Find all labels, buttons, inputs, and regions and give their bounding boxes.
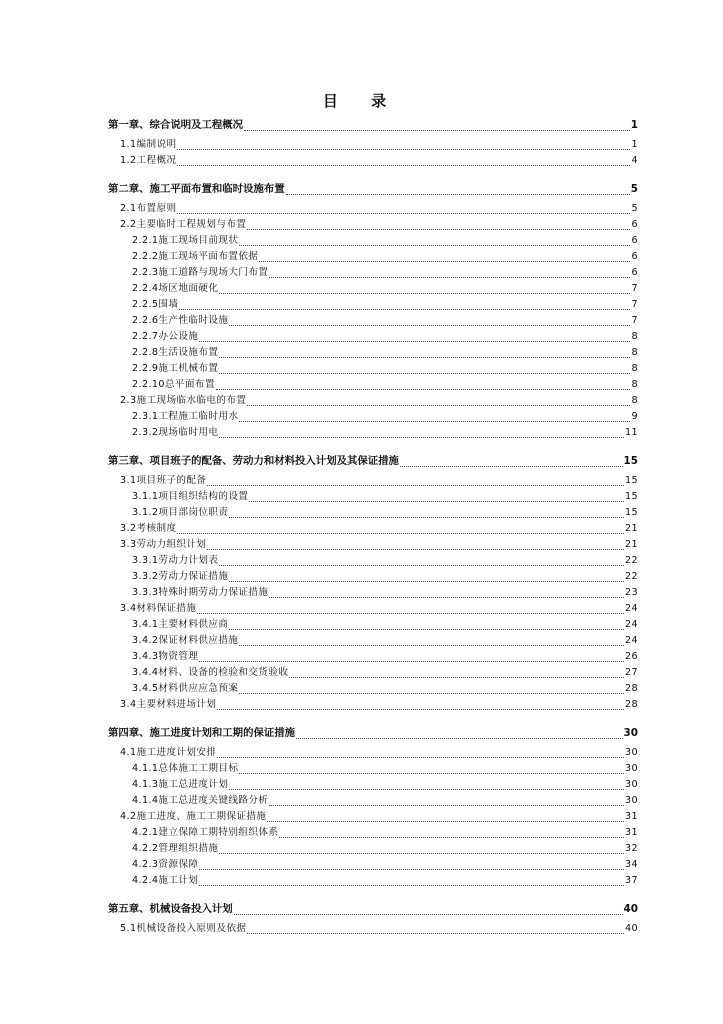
- toc-page-number: 31: [624, 827, 638, 838]
- toc-page-number: 24: [624, 619, 638, 630]
- toc-page-number: 8: [631, 331, 638, 342]
- dot-leader: [219, 293, 630, 294]
- toc-entry-label: 第三章、项目班子的配备、劳动力和材料投入计划及其保证措施: [108, 455, 399, 467]
- dot-leader: [247, 405, 630, 406]
- toc-entry[interactable]: [108, 521, 638, 537]
- toc-page-number: 15: [624, 507, 638, 518]
- dot-leader: [177, 213, 630, 214]
- toc-entry-label: 3.4.3物资管理: [132, 651, 199, 662]
- toc-page-number: 7: [631, 299, 638, 310]
- toc-page-number: 7: [631, 283, 638, 294]
- dot-leader: [217, 757, 624, 758]
- toc-entry-label: 第五章、机械设备投入计划: [108, 903, 233, 915]
- toc-entry[interactable]: [108, 825, 638, 841]
- toc-page-number: 8: [631, 395, 638, 406]
- toc-entry-label: 2.3施工现场临水临电的布置: [120, 395, 247, 406]
- toc-page-number: 30: [624, 795, 638, 806]
- dot-leader: [229, 789, 624, 790]
- dot-leader: [199, 869, 624, 870]
- toc-page-number: 15: [623, 455, 638, 467]
- toc-page-number: 8: [631, 363, 638, 374]
- toc-entry-label: 4.1.1总体施工工期目标: [132, 763, 239, 774]
- toc-entry-label: 4.2.4施工计划: [132, 875, 199, 886]
- toc-entry-label: 2.3.1工程施工临时用水: [132, 411, 239, 422]
- toc-page-number: 31: [624, 811, 638, 822]
- dot-leader: [247, 229, 630, 230]
- toc-entry[interactable]: [108, 633, 638, 649]
- dot-leader: [179, 309, 630, 310]
- toc-entry-label: 2.2.7办公设施: [132, 331, 199, 342]
- toc-entry[interactable]: [108, 345, 638, 361]
- toc-page-number: 22: [624, 571, 638, 582]
- toc-chapter-entry[interactable]: [108, 900, 638, 918]
- toc-entry-label: 5.1机械设备投入原则及依据: [120, 923, 247, 934]
- toc-entry-label: 3.4.4材料、设备的检验和交货验收: [132, 667, 289, 678]
- toc-page-number: 8: [631, 379, 638, 390]
- toc-page-number: 40: [623, 903, 638, 915]
- dot-leader: [259, 261, 630, 262]
- toc-entry-label: 4.1施工进度计划安排: [120, 747, 217, 758]
- toc-entry-label: 2.3.2现场临时用电: [132, 427, 219, 438]
- toc-page-number: 21: [624, 539, 638, 550]
- toc-page-number: 15: [624, 475, 638, 486]
- toc-page-number: 32: [624, 843, 638, 854]
- toc-entry-label: 2.2.8生活设施布置: [132, 347, 219, 358]
- toc-entry-label: 3.3.3特殊时期劳动力保证措施: [132, 587, 269, 598]
- toc-entry-label: 4.2.1建立保障工期特别组织体系: [132, 827, 279, 838]
- toc-page-number: 21: [624, 523, 638, 534]
- dot-leader: [234, 914, 623, 915]
- toc-entry-label: 3.3.2劳动力保证措施: [132, 571, 229, 582]
- toc-entry-label: 3.4.5材料供应应急预案: [132, 683, 239, 694]
- dot-leader: [244, 130, 630, 131]
- dot-leader: [247, 933, 624, 934]
- toc-page-number: 28: [624, 699, 638, 710]
- toc-entry[interactable]: [108, 809, 638, 825]
- toc-entry-label: 4.1.4施工总进度关键线路分析: [132, 795, 269, 806]
- toc-page-number: 6: [631, 219, 638, 230]
- dot-leader: [249, 501, 624, 502]
- dot-leader: [289, 677, 624, 678]
- toc-entry-label: 3.2考核制度: [120, 523, 177, 534]
- toc-entry[interactable]: [108, 777, 638, 793]
- toc-entry-label: 1.1编制说明: [120, 139, 177, 150]
- toc-entry-label: 2.1布置原则: [120, 203, 177, 214]
- dot-leader: [279, 837, 624, 838]
- toc-page-number: 24: [624, 635, 638, 646]
- dot-leader: [269, 597, 624, 598]
- toc-page-number: 6: [631, 235, 638, 246]
- toc-entry-label: 4.2.3资源保障: [132, 859, 199, 870]
- toc-entry[interactable]: [108, 921, 638, 937]
- toc-page-number: 11: [624, 427, 638, 438]
- toc-entry-label: 3.1.2项目部岗位职责: [132, 507, 229, 518]
- toc-entry[interactable]: [108, 377, 638, 393]
- toc-entry[interactable]: [108, 313, 638, 329]
- toc-entry[interactable]: [108, 297, 638, 313]
- toc-entry[interactable]: [108, 585, 638, 601]
- toc-entry-label: 1.2工程概况: [120, 155, 177, 166]
- toc-page-number: 6: [631, 267, 638, 278]
- toc-entry-label: 第二章、施工平面布置和临时设施布置: [108, 183, 285, 195]
- dot-leader: [177, 533, 624, 534]
- toc-page-number: 9: [631, 411, 638, 422]
- toc-entry[interactable]: [108, 361, 638, 377]
- toc-entry[interactable]: [108, 665, 638, 681]
- toc-entry[interactable]: [108, 329, 638, 345]
- toc-entry[interactable]: [108, 873, 638, 889]
- toc-page-number: 40: [624, 923, 638, 934]
- dot-leader: [216, 389, 631, 390]
- dot-leader: [199, 885, 624, 886]
- toc-entry[interactable]: [108, 425, 638, 441]
- dot-leader: [267, 821, 624, 822]
- toc-entry-label: 2.2.6生产性临时设施: [132, 315, 229, 326]
- toc-page-number: 26: [624, 651, 638, 662]
- toc-entry-label: 3.4.1主要材料供应商: [132, 619, 229, 630]
- toc-page-number: 23: [624, 587, 638, 598]
- toc-entry-label: 3.4材料保证措施: [120, 603, 197, 614]
- toc-page-number: 30: [623, 727, 638, 739]
- dot-leader: [229, 325, 630, 326]
- toc-entry-label: 4.2.2管理组织措施: [132, 843, 219, 854]
- dot-leader: [239, 773, 624, 774]
- dot-leader: [219, 565, 624, 566]
- dot-leader: [239, 245, 630, 246]
- toc-entry[interactable]: [108, 761, 638, 777]
- dot-leader: [197, 613, 624, 614]
- dot-leader: [207, 549, 624, 550]
- toc-entry[interactable]: [108, 489, 638, 505]
- toc-page-number: 1: [630, 119, 638, 131]
- toc-entry[interactable]: [108, 409, 638, 425]
- dot-leader: [199, 341, 630, 342]
- toc-entry[interactable]: [108, 217, 638, 233]
- toc-entry-label: 第一章、综合说明及工程概况: [108, 119, 244, 131]
- toc-entry[interactable]: [108, 649, 638, 665]
- toc-entry[interactable]: [108, 473, 638, 489]
- dot-leader: [219, 357, 630, 358]
- toc-title: 目 录: [322, 92, 401, 110]
- dot-leader: [269, 805, 624, 806]
- dot-leader: [239, 421, 630, 422]
- toc-page-number: 30: [624, 763, 638, 774]
- toc-page-number: 8: [631, 347, 638, 358]
- toc-entry-label: 3.4.2保证材料供应措施: [132, 635, 239, 646]
- dot-leader: [286, 194, 630, 195]
- toc-entry-label: 2.2.1施工现场目前现状: [132, 235, 239, 246]
- toc-entry[interactable]: [108, 681, 638, 697]
- dot-leader: [217, 709, 624, 710]
- toc-page-number: 1: [631, 139, 638, 150]
- toc-entry[interactable]: [108, 617, 638, 633]
- toc-page-number: 27: [624, 667, 638, 678]
- toc-entry[interactable]: [108, 249, 638, 265]
- toc-entry[interactable]: [108, 537, 638, 553]
- toc-entry[interactable]: [108, 857, 638, 873]
- dot-leader: [177, 165, 630, 166]
- toc-entry[interactable]: [108, 841, 638, 857]
- toc-chapter-entry[interactable]: [108, 180, 638, 198]
- toc-page-number: 7: [631, 315, 638, 326]
- toc-page-number: 34: [624, 859, 638, 870]
- toc-page-number: 30: [624, 779, 638, 790]
- toc-entry[interactable]: [108, 553, 638, 569]
- toc-page-number: 28: [624, 683, 638, 694]
- dot-leader: [207, 485, 624, 486]
- toc-entry[interactable]: [108, 281, 638, 297]
- toc-chapter-entry[interactable]: [108, 452, 638, 470]
- toc-entry-label: 2.2主要临时工程规划与布置: [120, 219, 247, 230]
- toc-chapter-entry[interactable]: [108, 724, 638, 742]
- dot-leader: [269, 277, 630, 278]
- toc-page-number: 24: [624, 603, 638, 614]
- dot-leader: [219, 437, 624, 438]
- toc-entry-label: 2.2.10总平面布置: [132, 379, 215, 390]
- toc-entry[interactable]: [108, 505, 638, 521]
- toc-entry[interactable]: [108, 793, 638, 809]
- toc-entry-label: 2.2.3施工道路与现场大门布置: [132, 267, 269, 278]
- toc-entry[interactable]: [108, 201, 638, 217]
- toc-entry[interactable]: [108, 137, 638, 153]
- dot-leader: [219, 373, 630, 374]
- table-of-contents: [108, 116, 638, 937]
- toc-page-number: 5: [630, 183, 638, 195]
- toc-page-number: 30: [624, 747, 638, 758]
- toc-page-number: 4: [631, 155, 638, 166]
- toc-entry-label: 3.3劳动力组织计划: [120, 539, 207, 550]
- dot-leader: [229, 517, 624, 518]
- toc-page-number: 37: [624, 875, 638, 886]
- toc-entry[interactable]: [108, 233, 638, 249]
- dot-leader: [239, 693, 624, 694]
- toc-entry-label: 3.1项目班子的配备: [120, 475, 207, 486]
- toc-entry[interactable]: [108, 265, 638, 281]
- dot-leader: [239, 645, 624, 646]
- toc-entry[interactable]: [108, 153, 638, 169]
- toc-entry[interactable]: [108, 697, 638, 713]
- toc-entry-label: 2.2.2施工现场平面布置依据: [132, 251, 259, 262]
- toc-entry[interactable]: [108, 393, 638, 409]
- dot-leader: [219, 853, 624, 854]
- toc-entry-label: 2.2.4场区地面硬化: [132, 283, 219, 294]
- toc-entry[interactable]: [108, 601, 638, 617]
- toc-page-number: 5: [631, 203, 638, 214]
- dot-leader: [199, 661, 624, 662]
- toc-entry[interactable]: [108, 745, 638, 761]
- toc-entry-label: 4.1.3施工总进度计划: [132, 779, 229, 790]
- toc-entry-label: 2.2.5围墙: [132, 299, 179, 310]
- toc-chapter-entry[interactable]: [108, 116, 638, 134]
- toc-page-number: 22: [624, 555, 638, 566]
- toc-entry-label: 3.3.1劳动力计划表: [132, 555, 219, 566]
- toc-entry-label: 3.1.1项目组织结构的设置: [132, 491, 249, 502]
- dot-leader: [296, 738, 623, 739]
- toc-page-number: 15: [624, 491, 638, 502]
- toc-entry-label: 4.2施工进度、施工工期保证措施: [120, 811, 267, 822]
- toc-entry-label: 2.2.9施工机械布置: [132, 363, 219, 374]
- toc-page-number: 6: [631, 251, 638, 262]
- dot-leader: [229, 581, 624, 582]
- toc-entry[interactable]: [108, 569, 638, 585]
- toc-entry-label: 第四章、施工进度计划和工期的保证措施: [108, 727, 296, 739]
- dot-leader: [177, 149, 630, 150]
- dot-leader: [229, 629, 624, 630]
- toc-entry-label: 3.4主要材料进场计划: [120, 699, 217, 710]
- dot-leader: [400, 466, 623, 467]
